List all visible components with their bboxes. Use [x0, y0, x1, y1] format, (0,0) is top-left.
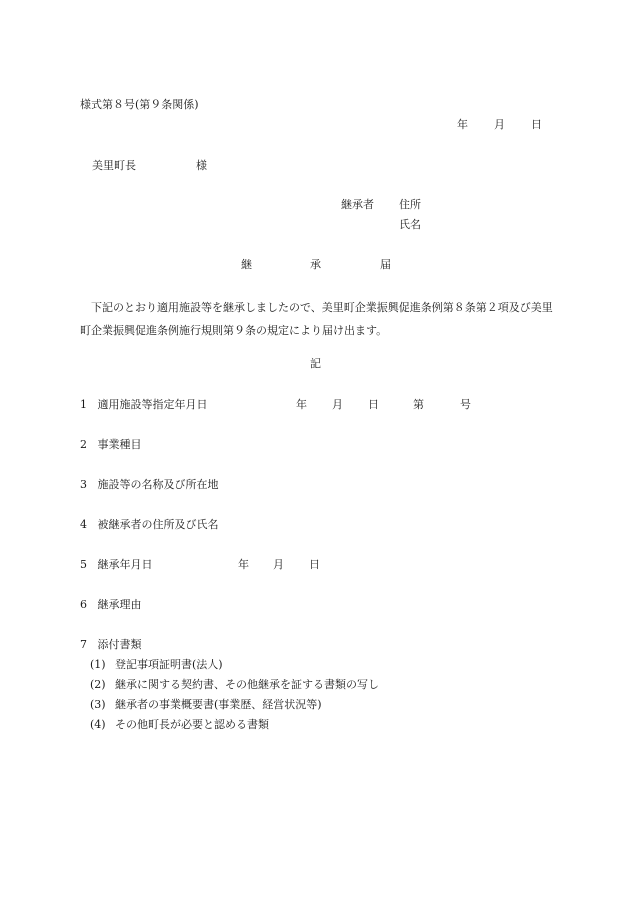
item-label: 事業種目	[97, 438, 142, 451]
item-1	[80, 398, 208, 412]
attachment-2	[90, 678, 379, 692]
item-label: 施設等の名称及び所在地	[97, 478, 219, 491]
date-day-label: 日	[531, 118, 542, 131]
item-6	[80, 598, 142, 612]
attachment-3	[90, 698, 322, 712]
item-5-day: 日	[309, 558, 320, 571]
date-month-label: 月	[494, 118, 505, 131]
title-char-2: 承	[310, 258, 321, 271]
item-1-month: 月	[332, 398, 343, 411]
address-label: 住所	[399, 198, 421, 211]
item-5-year: 年	[238, 558, 249, 571]
body-text: 下記のとおり適用施設等を継承しましたので、美里町企業振興促進条例第８条第２項及び美里町企業振興促進条例施行規則第９条の規定により届け出ます。	[80, 301, 553, 337]
item-1-day: 日	[368, 398, 379, 411]
attachment-number: (1)	[90, 658, 106, 671]
item-number: 4	[80, 518, 87, 531]
item-label: 継承理由	[97, 598, 142, 611]
attachment-text: 継承者の事業概要書(事業歴、経営状況等)	[115, 698, 322, 711]
item-label: 添付書類	[97, 638, 142, 651]
item-4	[80, 518, 219, 532]
item-number: 3	[80, 478, 87, 491]
item-1-year: 年	[296, 398, 307, 411]
item-label: 継承年月日	[97, 558, 153, 571]
item-5	[80, 558, 153, 572]
item-3	[80, 478, 219, 492]
attachment-text: その他町長が必要と認める書類	[115, 718, 269, 731]
form-number: 様式第８号(第９条関係)	[80, 98, 199, 111]
attachment-text: 継承に関する契約書、その他継承を証する書類の写し	[115, 678, 379, 691]
ki-heading: 記	[310, 357, 321, 370]
item-1-dai: 第	[413, 398, 424, 411]
addressee-honorific: 様	[196, 159, 207, 172]
attachment-text: 登記事項証明書(法人)	[115, 658, 223, 671]
applicant-role: 継承者	[341, 198, 374, 211]
item-2	[80, 438, 142, 452]
title-char-1: 継	[241, 258, 252, 271]
addressee-name: 美里町長	[92, 159, 136, 172]
item-1-go: 号	[460, 398, 471, 411]
item-number: 1	[80, 398, 87, 411]
item-number: 5	[80, 558, 87, 571]
item-number: 6	[80, 598, 87, 611]
attachment-1	[90, 658, 223, 672]
item-7	[80, 638, 142, 652]
date-year-label: 年	[457, 118, 468, 131]
item-number: 2	[80, 438, 87, 451]
attachment-number: (3)	[90, 698, 106, 711]
item-5-month: 月	[273, 558, 284, 571]
item-number: 7	[80, 638, 87, 651]
attachment-4	[90, 718, 269, 732]
attachment-number: (2)	[90, 678, 106, 691]
name-label: 氏名	[399, 218, 421, 231]
attachment-number: (4)	[90, 718, 106, 731]
item-label: 被継承者の住所及び氏名	[97, 518, 219, 531]
title-char-3: 届	[380, 258, 391, 271]
item-label: 適用施設等指定年月日	[97, 398, 208, 411]
